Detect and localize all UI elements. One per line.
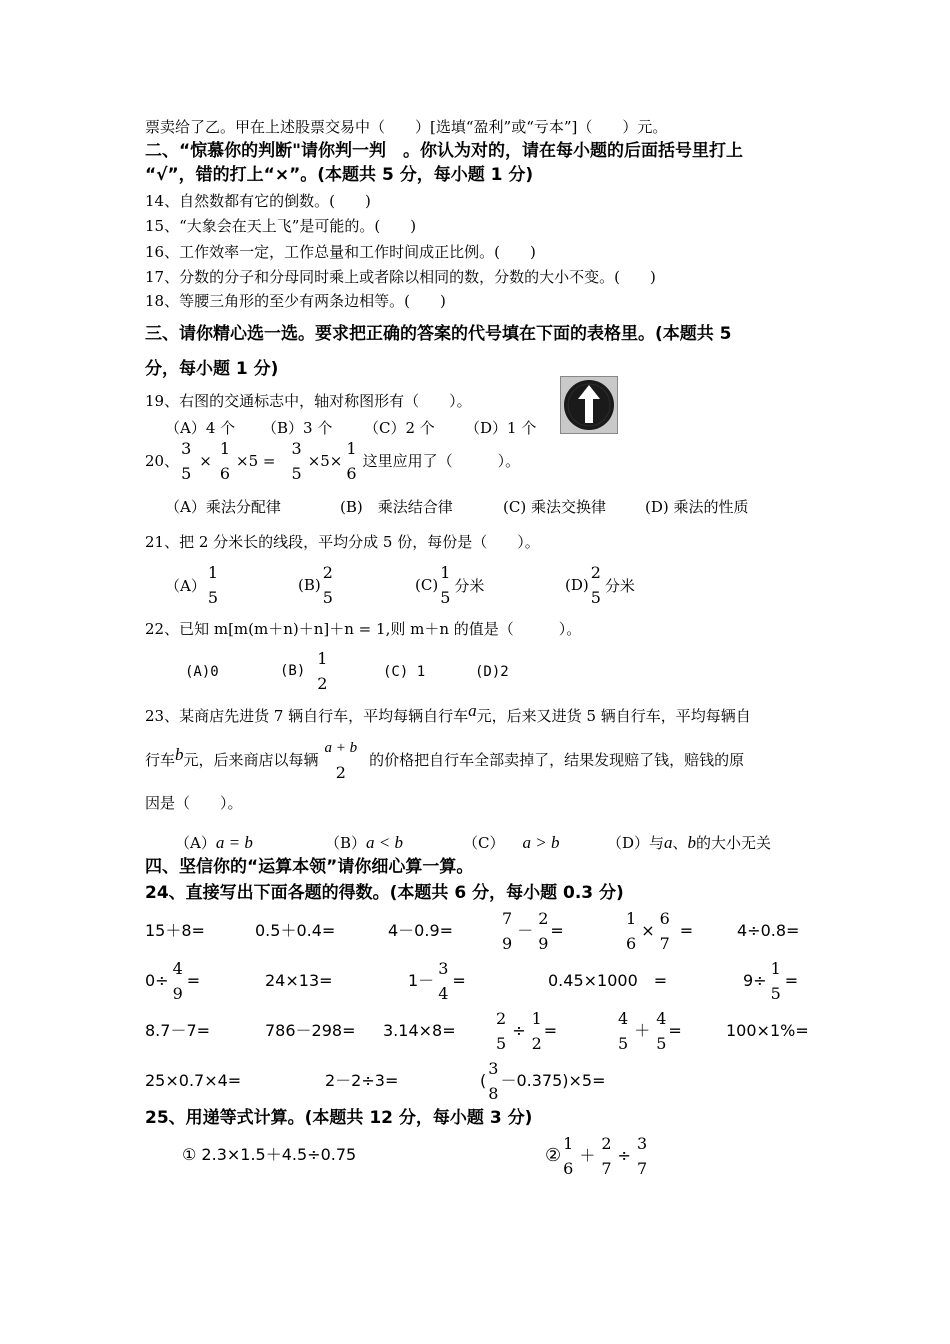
calc-4-2: 2－2÷3= bbox=[325, 1071, 399, 1090]
q23-option-b: （B）a < b bbox=[325, 833, 404, 852]
fraction: 3 5 bbox=[291, 439, 302, 484]
calc-2-5: 9÷ 1 5 = bbox=[743, 956, 798, 1006]
calc-4-3: ( 3 8 －0.375)×5= bbox=[480, 1056, 605, 1106]
q22-option-a: (A)0 bbox=[185, 664, 219, 680]
fraction: 1 6 bbox=[219, 439, 231, 484]
question-25-part-1: ① 2.3×1.5＋4.5÷0.75 bbox=[182, 1145, 357, 1164]
q22-option-b: (B) 1 2 bbox=[280, 646, 329, 696]
calc-1-2: 0.5＋0.4= bbox=[255, 921, 336, 940]
q20-option-c: (C) 乘法交换律 bbox=[503, 498, 606, 516]
question-23-line-2: 行车 b 元，后来商店以每辆 a + b 2 的价格把自行车全部卖掉了，结果发现赔了钱，赔钱的原 bbox=[145, 736, 744, 785]
calc-3-6: 100×1%= bbox=[726, 1021, 809, 1040]
calc-1-3: 4－0.9= bbox=[388, 921, 454, 940]
q19-option-a: （A）4 个 bbox=[165, 419, 236, 437]
fraction: 2 5 bbox=[322, 563, 333, 608]
q20-number: 20、 bbox=[145, 451, 180, 470]
fraction: 1 5 bbox=[207, 563, 219, 608]
q20-mid: ×5 = bbox=[236, 451, 276, 470]
q20-suffix: 这里应用了（ ）。 bbox=[362, 451, 521, 470]
question-19: 19、右图的交通标志中，轴对称图形有（ ）。 bbox=[145, 392, 472, 410]
calc-2-1: 0÷ 4 9 = bbox=[145, 956, 200, 1006]
question-23-line-3: 因是（ ）。 bbox=[145, 794, 243, 812]
traffic-sign-image bbox=[560, 376, 618, 434]
fraction: 1 6 bbox=[563, 1134, 574, 1179]
q20-option-a: （A）乘法分配律 bbox=[165, 498, 281, 516]
fraction: 3 5 bbox=[181, 439, 192, 484]
q23-option-a: （A）a = b bbox=[175, 833, 253, 852]
q21-option-a: （A） 1 5 bbox=[165, 560, 220, 610]
fraction: 4 5 bbox=[618, 1009, 629, 1054]
question-16: 16、工作效率一定，工作总量和工作时间成正比例。( ) bbox=[145, 243, 536, 261]
variable-b: b bbox=[175, 745, 184, 765]
q21-option-d: (D) 2 5 分米 bbox=[565, 560, 635, 610]
fraction: 2 7 bbox=[601, 1134, 612, 1179]
up-arrow-sign-icon bbox=[561, 377, 617, 433]
q22-option-d: (D)2 bbox=[475, 664, 509, 680]
question-17: 17、分数的分子和分母同时乘上或者除以相同的数，分数的大小不变。( ) bbox=[145, 268, 656, 286]
q23-option-c: （C） a > b bbox=[463, 833, 560, 852]
fraction: 1 6 bbox=[626, 909, 637, 954]
q19-option-d: （D）1 个 bbox=[465, 419, 537, 437]
fraction: 1 5 bbox=[770, 959, 781, 1004]
question-21: 21、把 2 分米长的线段，平均分成 5 份，每份是（ ）。 bbox=[145, 533, 540, 551]
calc-3-5: 4 5 ＋ 4 5 = bbox=[616, 1006, 682, 1056]
fraction: 1 6 bbox=[346, 439, 357, 484]
calc-2-3: 1－ 3 4 = bbox=[408, 956, 466, 1006]
fraction: 4 9 bbox=[172, 959, 183, 1004]
fraction: 1 2 bbox=[317, 649, 328, 694]
question-22: 22、已知 m[m(m＋n)＋n]＋n = 1,则 m＋n 的值是（ ）。 bbox=[145, 620, 582, 638]
q20-mid2: ×5× bbox=[307, 451, 343, 470]
variable-a: a bbox=[468, 701, 477, 720]
fraction: 2 5 bbox=[590, 563, 601, 608]
calc-1-4: 7 9 － 2 9 = bbox=[500, 906, 564, 956]
calc-3-2: 786－298= bbox=[265, 1021, 356, 1040]
calc-1-5: 1 6 × 6 7 = bbox=[624, 906, 693, 956]
calc-3-1: 8.7－7= bbox=[145, 1021, 211, 1040]
question-25-heading: 25、用递等式计算。(本题共 12 分，每小题 3 分) bbox=[145, 1108, 533, 1128]
q20-option-b: (B) 乘法结合律 bbox=[340, 498, 453, 516]
q20-option-d: (D) 乘法的性质 bbox=[645, 498, 749, 516]
question-18: 18、等腰三角形的至少有两条边相等。( ) bbox=[145, 292, 446, 310]
fraction: 3 7 bbox=[636, 1134, 648, 1179]
fraction: 1 2 bbox=[531, 1009, 542, 1054]
section-2-heading: 二、“惊慕你的判断"请你判一判 。你认为对的，请在每小题的后面括号里打上 bbox=[145, 141, 744, 161]
calc-4-1: 25×0.7×4= bbox=[145, 1071, 242, 1090]
q23-option-d: （D）与a、b的大小无关 bbox=[607, 833, 772, 852]
fraction: 1 5 bbox=[440, 563, 451, 608]
fraction: 3 4 bbox=[438, 959, 449, 1004]
fraction: 7 9 bbox=[502, 909, 513, 954]
calc-1-6: 4÷0.8= bbox=[737, 921, 800, 940]
question-23-line-1: 23、某商店先进货 7 辆自行车，平均每辆自行车a元，后来又进货 5 辆自行车，平均每辆自 bbox=[145, 701, 751, 725]
question-14: 14、自然数都有它的倒数。( ) bbox=[145, 192, 371, 210]
section-4-heading: 四、坚信你的“运算本领”请你细心算一算。 bbox=[145, 857, 474, 877]
section-3-heading-cont: 分，每小题 1 分) bbox=[145, 359, 279, 379]
fraction: a + b 2 bbox=[324, 740, 358, 782]
q21-option-c: (C) 1 5 分米 bbox=[415, 560, 484, 610]
question-20 bbox=[145, 436, 520, 486]
q21-option-b: (B) 2 5 bbox=[298, 560, 335, 610]
section-3-heading: 三、请你精心选一选。要求把正确的答案的代号填在下面的表格里。(本题共 5 bbox=[145, 324, 732, 344]
calc-2-4: 0.45×1000 = bbox=[548, 971, 668, 990]
question-24-heading: 24、直接写出下面各题的得数。(本题共 6 分，每小题 0.3 分) bbox=[145, 883, 624, 903]
times-sign: × bbox=[199, 451, 212, 470]
q22-option-c: (C) 1 bbox=[383, 664, 426, 680]
fraction: 2 9 bbox=[538, 909, 549, 954]
question-25-part-2: ② 1 6 ＋ 2 7 ÷ 3 7 bbox=[545, 1131, 649, 1181]
continued-question-text: 票卖给了乙。甲在上述股票交易中（ ）[选填“盈利”或“亏本”]（ ）元。 bbox=[145, 118, 668, 136]
question-15: 15、“大象会在天上飞”是可能的。( ) bbox=[145, 217, 417, 235]
fraction: 4 5 bbox=[656, 1009, 667, 1054]
calc-1-1: 15＋8= bbox=[145, 921, 205, 940]
q19-option-b: （B）3 个 bbox=[262, 419, 333, 437]
q19-option-c: （C）2 个 bbox=[364, 419, 435, 437]
fraction: 2 5 bbox=[496, 1009, 507, 1054]
fraction: 3 8 bbox=[488, 1059, 499, 1104]
calc-3-4: 2 5 ÷ 1 2 = bbox=[494, 1006, 557, 1056]
section-2-heading-cont: “√”，错的打上“×”。(本题共 5 分，每小题 1 分) bbox=[145, 165, 534, 185]
calc-2-2: 24×13= bbox=[265, 971, 333, 990]
fraction: 6 7 bbox=[659, 909, 670, 954]
calc-3-3: 3.14×8= bbox=[383, 1021, 456, 1040]
